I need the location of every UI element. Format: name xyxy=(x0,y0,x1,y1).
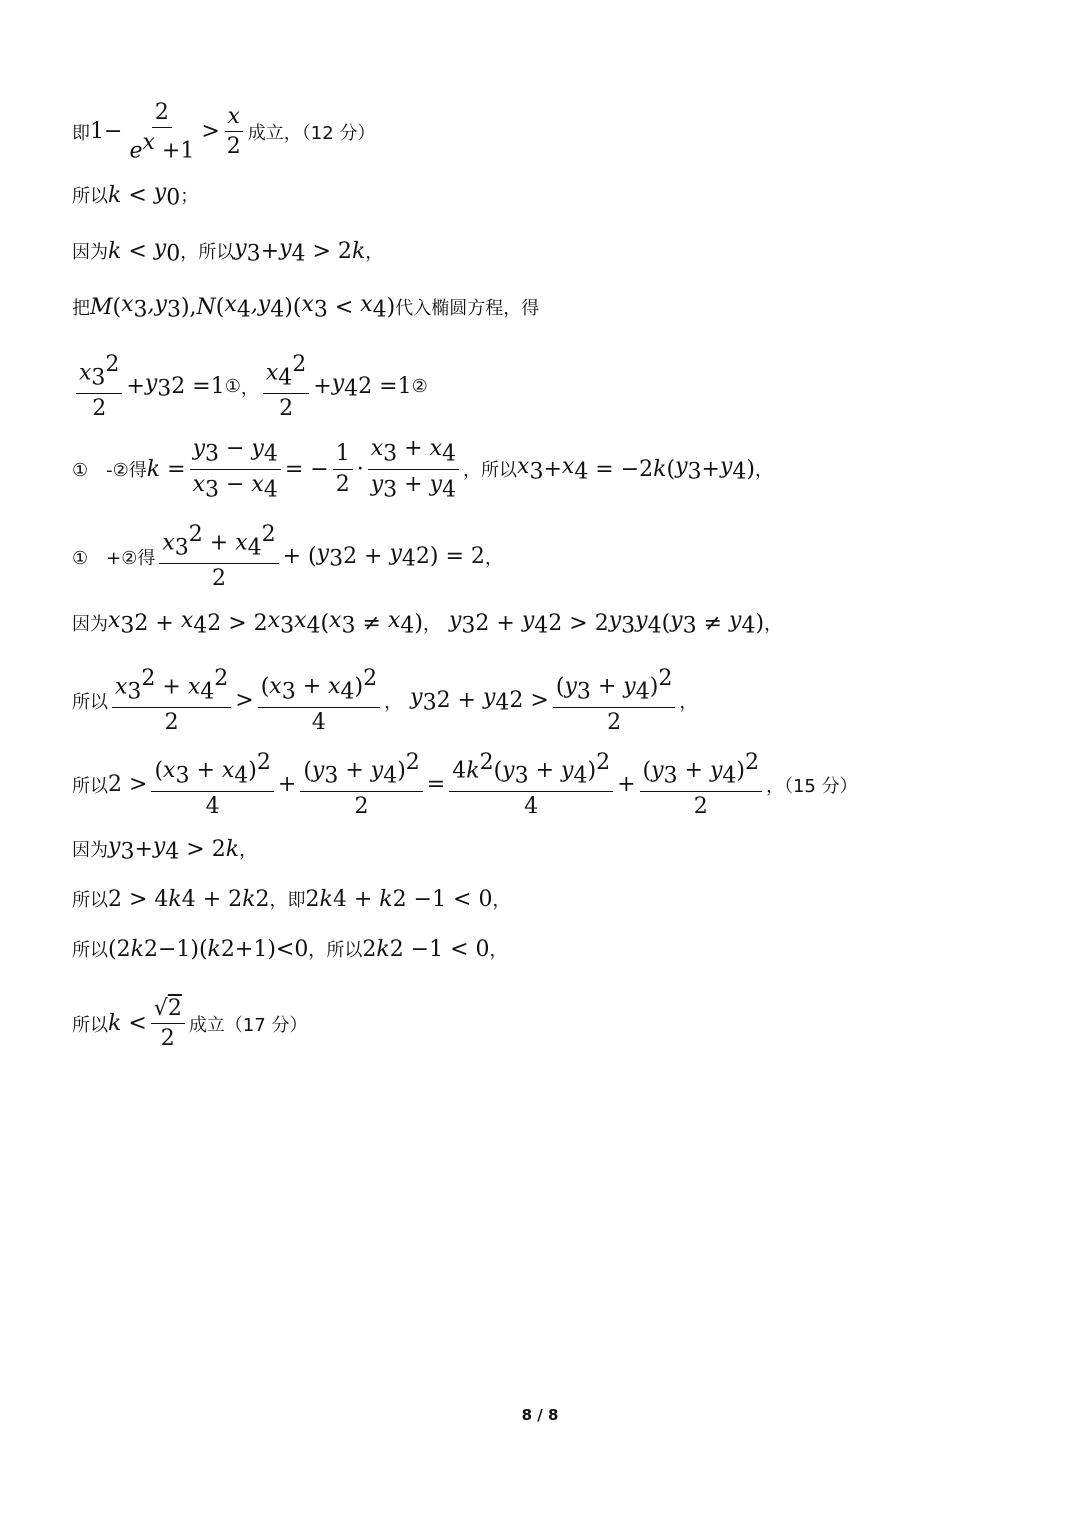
line-14: 所以 k < $\frac{√2}{2}$ 成立（17 分） xyxy=(72,996,308,1052)
text: ， xyxy=(492,890,511,911)
text: ，所以 xyxy=(308,940,363,961)
text: ， xyxy=(365,242,384,264)
text: 成立（17 分） xyxy=(188,1014,308,1036)
fraction: $\frac{x}{2}$ xyxy=(224,104,244,160)
text: ，所以 xyxy=(180,242,235,264)
text: ② xyxy=(411,376,428,398)
line-11: 因为 $y_3$ + $y_4$ > 2 k ， xyxy=(72,834,258,865)
text: 所以 xyxy=(72,1014,108,1036)
math: k xyxy=(108,182,122,208)
line-9: 所以 $\frac{x_3^2 + x_4^2}{2}$ > $\frac{(x_3 + x_4)^2}{4}$ ， $y_3$ 2 + $y_4$ 2 > $\frac{(y_3 + y_4)^2}{2}$ ， xyxy=(72,666,698,736)
line-3: 因为 k < $y_0$ ，所以 $y_3$ + $y_4$ > 2 k ， xyxy=(72,236,384,267)
text: 所以 xyxy=(72,186,108,208)
math: 1− xyxy=(90,119,123,145)
line-4: 把 M ( $x_3,y_3$ ), N ( $x_4,y_4$ )( $x_3$ < $x_4$ ) 代入椭圆方程，得 xyxy=(72,292,540,323)
fraction: $\frac{2}{e^x +1}$ xyxy=(129,100,195,164)
text: 把 xyxy=(72,298,90,320)
line-6: ① -②得 k = $\frac{y_3 - y_4}{x_3 - x_4}$ = − $\frac{1}{2}$ · $\frac{x_3 + x_4}{y_3 + y_4}$ ，所以 $x_3$ + $x_4$ = −2 k ( $y_3$ + $y_4$ ) ， xyxy=(72,436,774,503)
text: ， xyxy=(384,691,403,713)
text: 因为 xyxy=(72,614,108,636)
line-7: ① +②得 $\frac{x_3^2 + x_4^2}{2}$ + ( $y_3$ 2 + $y_4$ 2 ) = 2 ， xyxy=(72,522,503,592)
text: 所以 xyxy=(72,940,108,961)
line-1: 即 1− $\frac{2}{e^x +1}$ > $\frac{x}{2}$ 成立，（12 分） xyxy=(72,100,376,164)
text: ，即 xyxy=(269,890,306,911)
line-12: 所以 2 > 4 k 4 + 2 k 2 ，即 2 k 4 + k 2 −1 < 0 ， xyxy=(72,886,511,912)
text: ，（15 分） xyxy=(765,775,858,797)
line-8: 因为 $x_3$ 2 + $x_4$ 2 > 2 $x_3x_4$ ( $x_3$ ≠ $x_4$ ) ， $y_3$ 2 + $y_4$ 2 > 2 $y_3y_4$ ( $y_3$ ≠ $y_4$ ) ， xyxy=(72,608,783,639)
text: ， xyxy=(679,691,698,713)
line-10: 所以 2 > $\frac{(x_3 + x_4)^2}{4}$ + $\frac{(y_3 + y_4)^2}{2}$ = $\frac{4k^2(y_3 + y_4)^2}{4}$ + $\frac{(y_3 + y_4)^2}{2}$ ，（15 分） xyxy=(72,750,858,820)
line-2: 所以 k < $y_0$ ； xyxy=(72,180,199,211)
text: ① xyxy=(224,376,241,398)
text: 所以 xyxy=(72,890,108,911)
text: ① +②得 xyxy=(72,547,156,569)
page-number: 8 / 8 xyxy=(521,1406,559,1424)
text: ， xyxy=(489,940,508,961)
text: 因为 xyxy=(72,840,108,862)
text: ， xyxy=(239,840,258,862)
text: 代入椭圆方程，得 xyxy=(395,298,540,320)
text: ， xyxy=(755,460,774,482)
text: ，所以 xyxy=(463,460,518,482)
text: 成立，（12 分） xyxy=(247,122,376,144)
text: ① -②得 xyxy=(72,460,147,482)
text: 所以 xyxy=(72,691,108,713)
line-13: 所以 (2 k 2 −1)( k 2 +1)<0 ，所以 2 k 2 −1 < 0 ， xyxy=(72,936,508,962)
text: ； xyxy=(180,186,199,208)
text: ， xyxy=(240,377,259,399)
text: ， xyxy=(484,547,503,569)
text: 因为 xyxy=(72,242,108,264)
line-5: $\frac{x_3^2}{2}$ + $y_3$ 2 =1 ① ， $\frac{x_4^2}{2}$ + $y_4$ 2 =1 ② xyxy=(72,352,428,421)
text: ， xyxy=(422,614,441,636)
text: ， xyxy=(764,614,783,636)
text: 即 xyxy=(72,122,90,144)
text: 所以 xyxy=(72,775,108,797)
